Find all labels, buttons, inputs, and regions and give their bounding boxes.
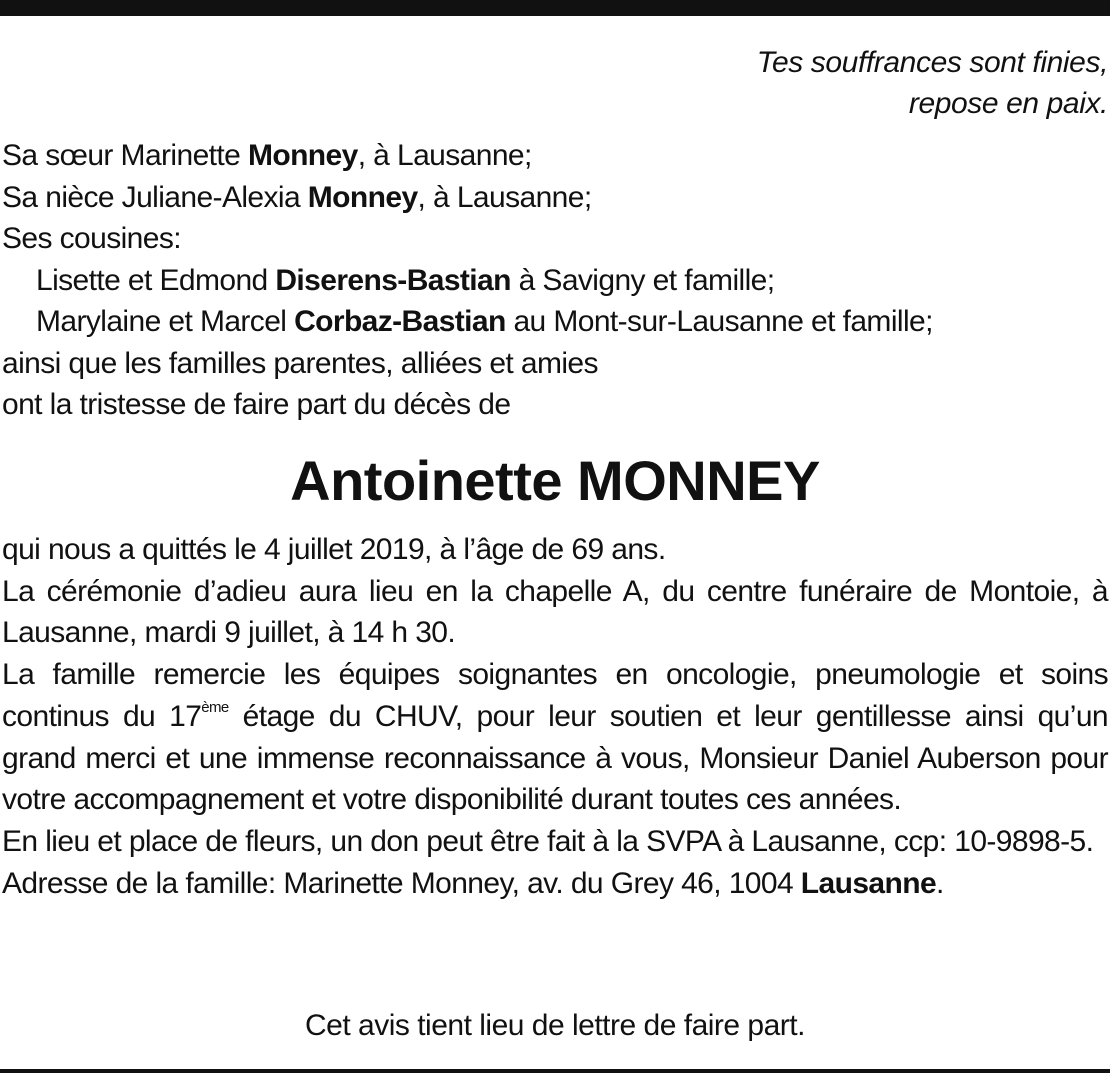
cousin-surname: Corbaz-Bastian	[294, 305, 506, 338]
cousin-entry	[2, 301, 1108, 343]
family-sister-suffix: , à Lausanne;	[357, 139, 532, 172]
family-niece-suffix: , à Lausanne;	[417, 180, 592, 214]
ceremony-info: La cérémonie d’adieu aura lieu en la chapelle A, du centre funéraire de Montoie, à Lausanne, mardi 9 juillet, à 14 h 30.	[2, 574, 1108, 650]
deceased-name: Antoinette MONNEY	[290, 449, 820, 512]
family-address	[2, 863, 1108, 905]
donation-info: En lieu et place de fleurs, un don peut être fait à la SVPA à Lausanne, ccp: 10-9898-5.	[2, 824, 1094, 858]
ordinal-superscript: ème	[201, 698, 229, 716]
family-niece-surname: Monney	[307, 180, 418, 214]
family-sister-surname: Monney	[247, 139, 358, 172]
address-text: Adresse de la famille: Marinette Monney, av. du Grey 46, 1004	[2, 866, 801, 900]
cousins-heading: Ses cousines:	[2, 222, 181, 255]
top-border-rule	[0, 0, 1110, 16]
cousin-entry	[2, 260, 1108, 302]
epigraph-line-1: Tes souffrances sont finies,	[756, 46, 1108, 79]
thanks-text-start: La famille remercie les équipes soignantes en oncologie, pneumologie et soins continus du 17	[2, 658, 1108, 733]
thanks-text-end: étage du CHUV, pour leur soutien et leur gentillesse ainsi qu’un grand merci et une immense reconnaissance à vous, Monsieur Daniel Auberson pour votre accompagnement et votre disponibilité durant toutes ces années.	[2, 699, 1109, 817]
address-end: .	[936, 866, 944, 900]
cousin-names: Marylaine et Marcel	[36, 305, 295, 338]
cousin-names: Lisette et Edmond	[36, 263, 276, 297]
cousin-surname: Diserens-Bastian	[275, 263, 511, 297]
announcement-line: ont la tristesse de faire part du décès de	[2, 388, 511, 421]
family-niece	[2, 177, 1108, 219]
family-sister-prefix: Sa sœur Marinette	[2, 139, 248, 172]
relatives-line: ainsi que les familles parentes, alliées et amies	[2, 346, 598, 380]
notice-body	[2, 529, 1108, 904]
bottom-border-rule	[0, 1069, 1110, 1073]
address-city: Lausanne	[800, 866, 937, 900]
cousin-location: au Mont-sur-Lausanne et famille;	[505, 305, 933, 338]
family-list	[2, 135, 1108, 426]
family-niece-prefix: Sa nièce Juliane-Alexia	[2, 180, 308, 214]
cousin-location: à Savigny et famille;	[510, 263, 775, 297]
thanks-paragraph	[2, 654, 1108, 821]
death-notice: qui nous a quittés le 4 juillet 2019, à l’âge de 69 ans.	[2, 533, 666, 566]
epigraph-line-2: repose en paix.	[908, 87, 1108, 120]
epigraph	[757, 42, 1108, 124]
family-sister	[2, 135, 1108, 177]
closing-statement: Cet avis tient lieu de lettre de faire part.	[305, 1009, 805, 1042]
